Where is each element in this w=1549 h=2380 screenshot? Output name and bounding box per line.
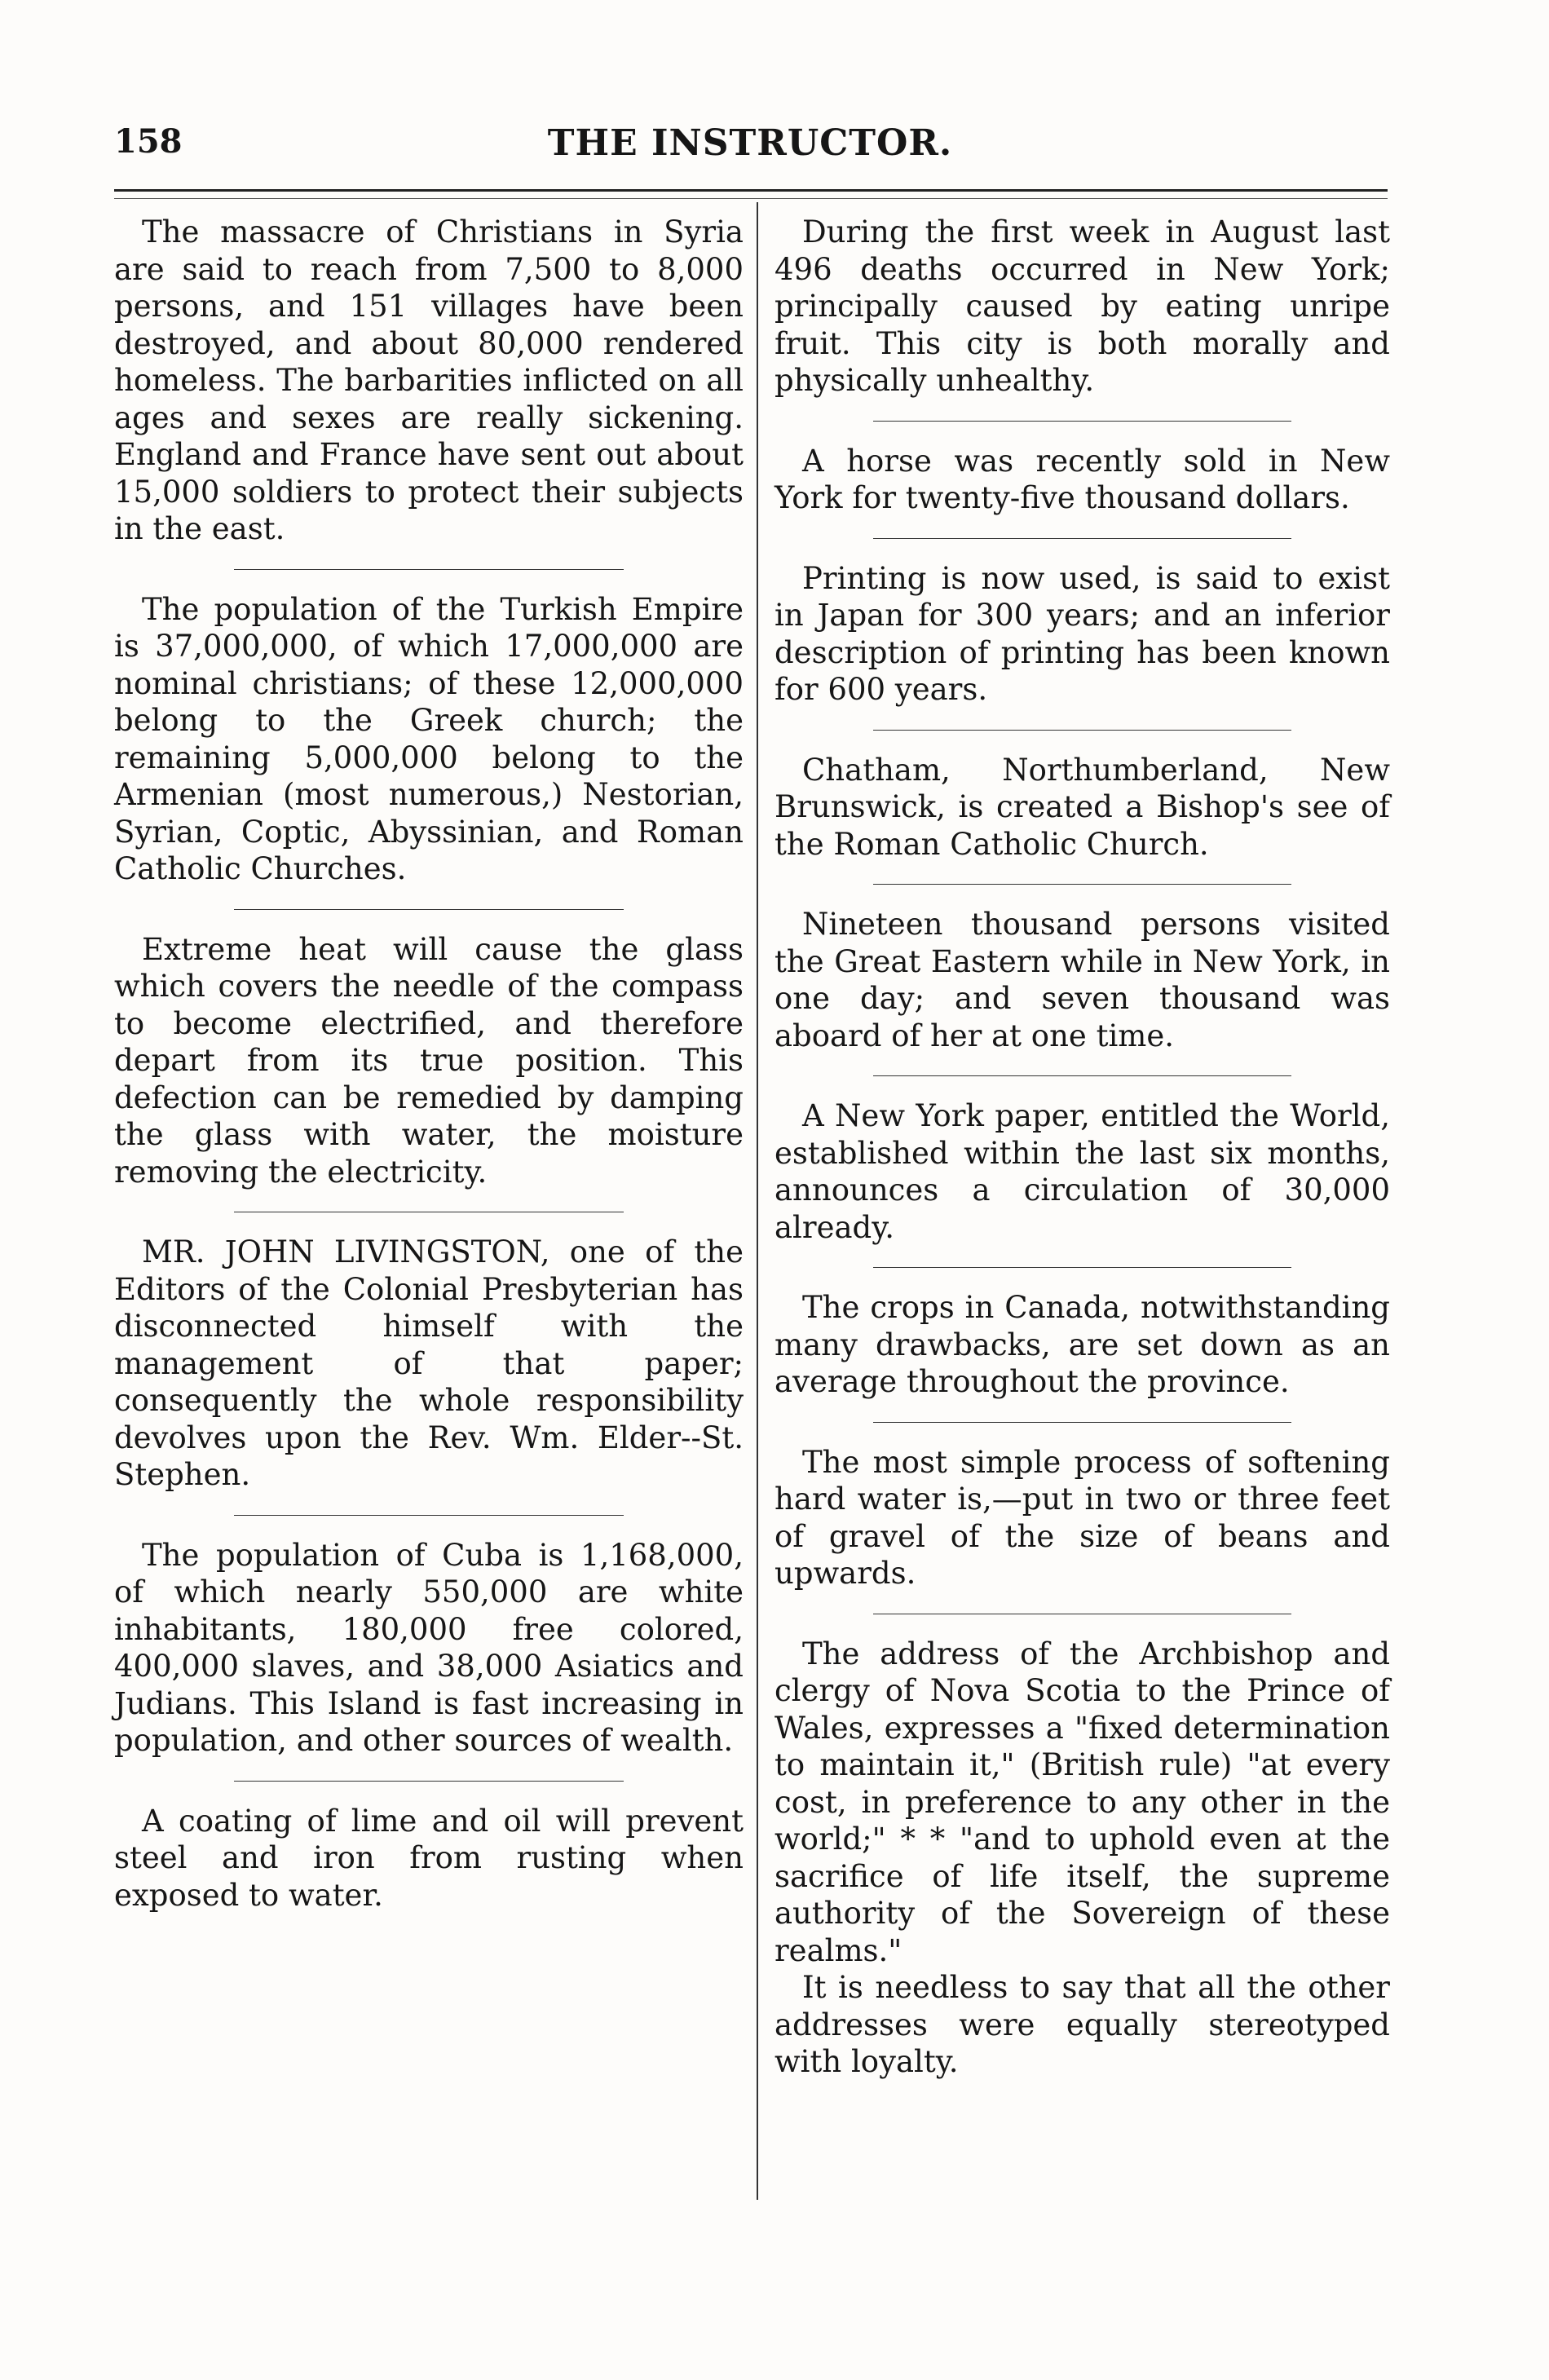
article-separator: [234, 569, 624, 570]
article-separator: [873, 1075, 1291, 1076]
article-archbishop-address: The address of the Archbishop and clergy of Nova Scotia to the Prince of Wales, expresses a "fixed determination to maintain it," (British rule) "at every cost, in preference to any other in the world;" * * "and to uphold even at the sacrifice of life itself, the supreme authority of the Sovereign of these realms.": [774, 1636, 1390, 1968]
column-divider: [757, 202, 758, 2200]
article-softening-water: The most simple process of softening hard water is,—put in two or three feet of gravel of the size of beans and upwards.: [774, 1444, 1390, 1591]
article-cuba-population: The population of Cuba is 1,168,000, of which nearly 550,000 are white inhabitants, 180,000 free colored, 400,000 slaves, and 38,000 Asiatics and Judians. This Island is fast increasing in population, and other sources of wealth.: [114, 1537, 744, 1758]
article-separator: [873, 1422, 1291, 1423]
header-rule: [114, 189, 1388, 199]
page-header: [114, 122, 1386, 171]
right-column: [774, 214, 1390, 2081]
article-compass-heat: Extreme heat will cause the glass which covers the needle of the compass to become electrified, and therefore depart from its true position. This defection can be remedied by damping the glass with water, the moisture removing the electricity.: [114, 931, 744, 1190]
running-head: THE INSTRUCTOR.: [547, 122, 953, 164]
article-world-newspaper: A New York paper, entitled the World, established within the last six months, announces a circulation of 30,000 already.: [774, 1098, 1390, 1245]
article-separator: [873, 538, 1291, 539]
article-lime-oil-coating: A coating of lime and oil will prevent steel and iron from rusting when exposed to water.: [114, 1803, 744, 1913]
article-great-eastern: Nineteen thousand persons visited the Great Eastern while in New York, in one day; and seven thousand was aboard of her at one time.: [774, 907, 1390, 1053]
article-chatham-bishopric: Chatham, Northumberland, New Brunswick, is created a Bishop's see of the Roman Catholic Church.: [774, 752, 1390, 862]
article-separator: [234, 909, 624, 910]
page-number: 158: [114, 122, 183, 161]
article-separator: [873, 884, 1291, 885]
article-turkish-population: The population of the Turkish Empire is 37,000,000, of which 17,000,000 are nominal christians; of these 12,000,000 belong to the Greek church; the remaining 5,000,000 belong to the Armenian (most numerous,) Nestorian, Syrian, Coptic, Abyssinian, and Roman Catholic Churches.: [114, 591, 744, 886]
article-horse-sale: A horse was recently sold in New York for twenty-five thousand dollars.: [774, 443, 1390, 515]
article-separator: [873, 730, 1291, 731]
left-column: [114, 214, 744, 1914]
article-separator: [873, 421, 1291, 422]
article-separator: [234, 1781, 624, 1782]
article-separator: [873, 1267, 1291, 1268]
article-separator: [234, 1515, 624, 1516]
article-japan-printing: Printing is now used, is said to exist in Japan for 300 years; and an inferior description of printing has been known for 600 years.: [774, 560, 1390, 707]
article-syria-massacre: The massacre of Christians in Syria are said to reach from 7,500 to 8,000 persons, and 151 villages have been destroyed, and about 80,000 rendered homeless. The barbarities inflicted on all ages and sexes are really sickening. England and France have sent out about 15,000 soldiers to protect their subjects in the east.: [114, 214, 744, 546]
article-other-addresses: It is needless to say that all the other addresses were equally stereotyped with loyalty.: [774, 1970, 1390, 2079]
article-livingston-notice: MR. JOHN LIVINGSTON, one of the Editors of the Colonial Presbyterian has disconnected himself with the management of that paper; consequently the whole responsibility devolves upon the Rev. Wm. Elder--St. Stephen.: [114, 1234, 744, 1492]
article-new-york-deaths: During the first week in August last 496 deaths occurred in New York; principally caused by eating unripe fruit. This city is both morally and physically unhealthy.: [774, 214, 1390, 398]
article-canada-crops: The crops in Canada, notwithstanding many drawbacks, are set down as an average throughout the province.: [774, 1290, 1390, 1399]
